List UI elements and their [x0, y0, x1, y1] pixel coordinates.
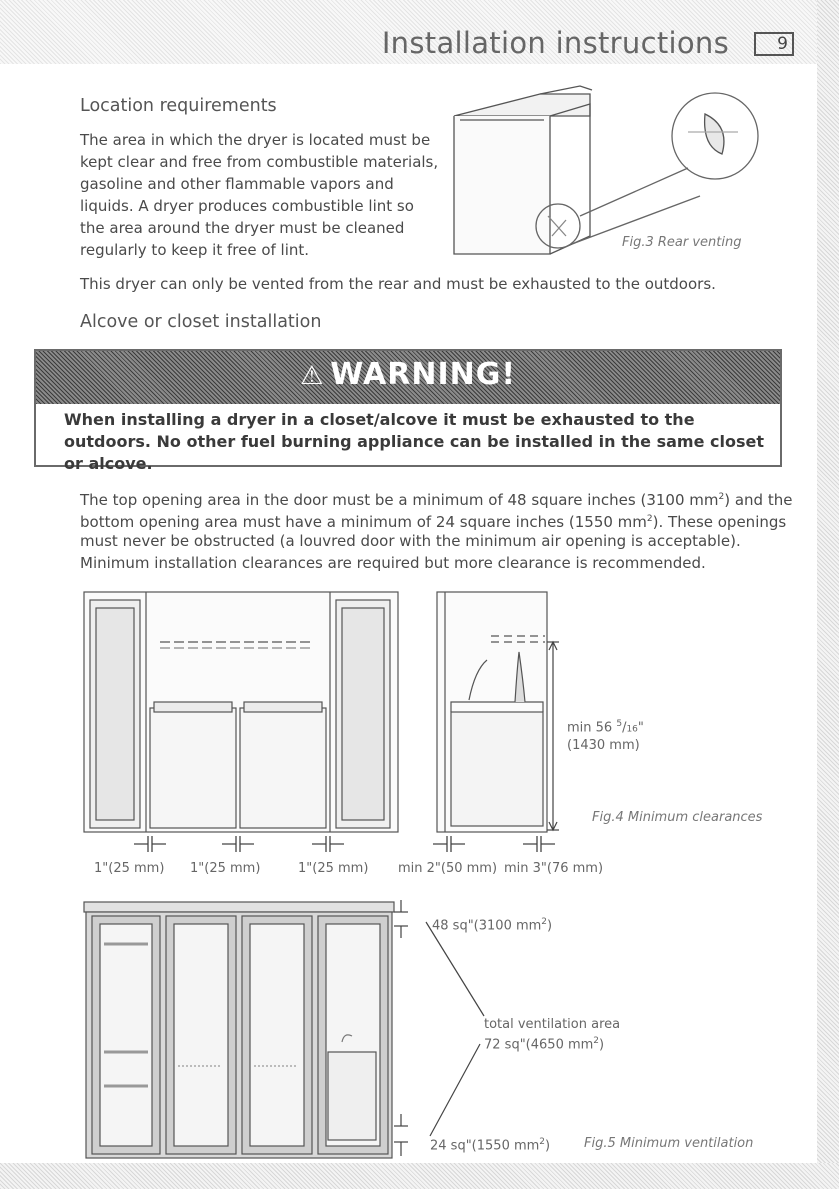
min-height-label: min 56 $^5$/16" [567, 719, 644, 736]
openings-line-4: Minimum installation clearances are required but more clearance is recommended. [80, 554, 706, 572]
page-title: Installation instructions [381, 26, 729, 60]
warning-title [36, 357, 780, 392]
location-paragraph: The area in which the dryer is located must be kept clear and free from combustible materials, gasoline and other flammable vapors and liquids. A dryer produces combustible lint so the area around the dryer must be cleaned regularly to keep it free of lint. [80, 131, 439, 259]
openings-line-1: The top opening area in the door must be a minimum of 48 square inches (3100 $mm^2$) and the [80, 491, 793, 509]
clearance-side-left: min 2"(50 mm) [398, 861, 498, 876]
clearance-1: 1"(25 mm) [94, 861, 165, 876]
venting-note: This dryer can only be vented from the rear and must be exhausted to the outdoors. [80, 275, 716, 293]
warning-box [34, 349, 782, 473]
warning-text: When installing a dryer in a closet/alcove it must be exhausted to the outdoors. No other fuel burning appliance can be installed in the same closet or alcove. [64, 410, 764, 473]
warning-title-text: WARNING! [330, 357, 517, 392]
openings-line-3: must never be obstructed (a louvred door with the minimum air opening is acceptable). [80, 532, 741, 550]
scan-edge-bottom [0, 1163, 839, 1189]
total-ventilation-label: total ventilation area [484, 1017, 621, 1032]
scan-edge-right [817, 0, 839, 1189]
page-number: 9 [754, 32, 794, 56]
fig4-caption: Fig.4 Minimum clearances [592, 810, 763, 825]
clearance-2: 1"(25 mm) [190, 861, 261, 876]
openings-line-2: bottom opening area must have a minimum of 24 square inches (1550 $mm^2$). These openings [80, 513, 787, 531]
clearances-side-figure [425, 590, 575, 860]
fig5-caption: Fig.5 Minimum ventilation [584, 1136, 754, 1151]
clearances-front-figure [82, 590, 402, 860]
fig3-caption: Fig.3 Rear venting [622, 235, 742, 250]
bottom-opening-label: 24 sq"(1550 $mm^2$) [430, 1137, 551, 1154]
top-opening-label: 48 sq"(3100 $mm^2$) [432, 917, 553, 934]
location-heading: Location requirements [80, 96, 277, 116]
ventilation-doors-figure [82, 896, 422, 1164]
warning-triangle-icon: ⚠ [299, 361, 325, 391]
clearance-side-rear: min 3"(76 mm) [504, 861, 604, 876]
clearance-3: 1"(25 mm) [298, 861, 369, 876]
alcove-heading: Alcove or closet installation [80, 312, 322, 332]
min-height-mm: (1430 mm) [567, 738, 640, 753]
total-ventilation-value: 72 sq"(4650 $mm^2$) [484, 1036, 605, 1053]
